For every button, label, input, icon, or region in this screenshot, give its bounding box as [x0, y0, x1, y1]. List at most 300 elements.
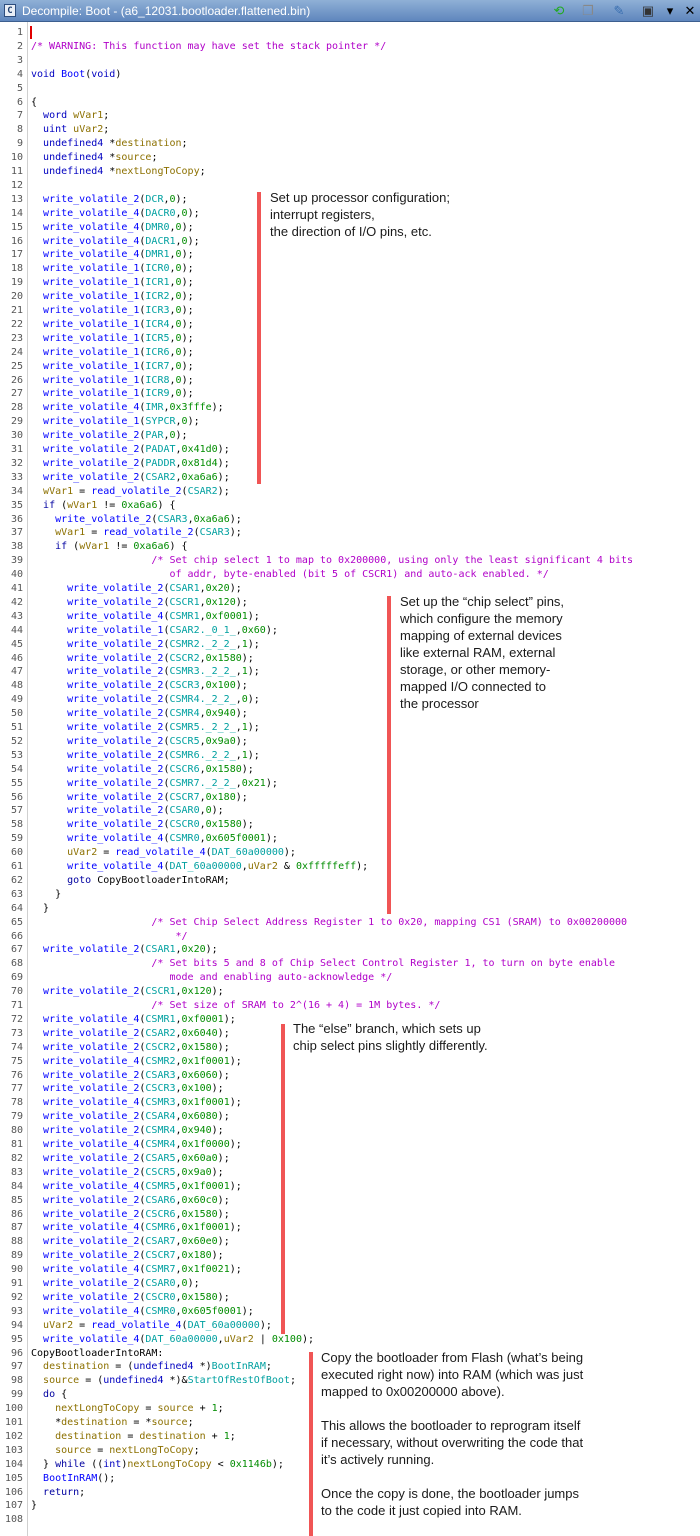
code-line[interactable]: [31, 860, 368, 874]
code-token: ,: [175, 986, 182, 998]
code-token: [31, 597, 67, 608]
code-line[interactable]: [31, 513, 242, 527]
code-line[interactable]: [31, 1096, 242, 1110]
code-token: do: [43, 1389, 56, 1401]
code-token: [31, 653, 67, 664]
code-token: ,: [235, 666, 242, 678]
code-line[interactable]: [31, 1013, 236, 1027]
code-token: CSCR7: [169, 791, 200, 803]
code-line[interactable]: [31, 1249, 224, 1263]
code-token: );: [187, 207, 200, 219]
code-token: {: [31, 96, 38, 108]
code-line[interactable]: [31, 596, 248, 610]
code-line[interactable]: [31, 777, 278, 791]
code-token: (: [139, 332, 146, 344]
code-line[interactable]: [31, 471, 230, 485]
line-number: 57: [10, 805, 23, 817]
line-number: 37: [10, 527, 23, 539]
code-token: DACR1: [145, 235, 176, 247]
code-line[interactable]: [31, 1499, 37, 1513]
code-token: undefined4: [103, 1375, 164, 1387]
code-line[interactable]: [31, 401, 224, 415]
code-token: <: [211, 1458, 230, 1470]
code-token: [31, 527, 55, 538]
line-number: 62: [10, 874, 23, 886]
code-line[interactable]: [31, 888, 61, 902]
code-line[interactable]: [31, 902, 49, 916]
code-token: 0x1f0021: [181, 1264, 230, 1276]
code-line[interactable]: [31, 610, 260, 624]
code-token: 0x1f0001: [181, 1222, 230, 1234]
code-line[interactable]: [31, 638, 260, 652]
code-token: (: [55, 499, 68, 511]
code-token: SYPCR: [145, 416, 176, 428]
code-token: (: [163, 666, 170, 678]
code-line[interactable]: [31, 332, 194, 346]
code-token: ICR6: [145, 346, 170, 358]
code-token: *: [103, 166, 116, 177]
code-token: *): [193, 1361, 212, 1373]
code-token: write_volatile_2: [67, 777, 164, 789]
code-line[interactable]: [31, 971, 392, 985]
code-token: write_volatile_4: [43, 1055, 140, 1067]
code-token: );: [217, 1208, 230, 1220]
code-token: [31, 833, 67, 844]
code-token: 1: [223, 1430, 230, 1442]
edit-function-icon[interactable]: ✎: [613, 3, 625, 18]
code-token: CSMR1: [145, 1013, 176, 1025]
code-line[interactable]: [31, 1333, 314, 1347]
line-number: 91: [10, 1278, 23, 1289]
code-token: );: [187, 416, 200, 428]
code-token: [31, 1320, 43, 1331]
code-token: ) {: [157, 499, 176, 511]
code-token: DMR0: [145, 221, 170, 233]
code-line[interactable]: [31, 832, 278, 846]
code-token: ;: [193, 1444, 200, 1456]
code-token: ,: [235, 638, 242, 650]
code-line[interactable]: [31, 248, 194, 262]
menu-dropdown-icon[interactable]: ▾: [666, 3, 674, 18]
code-line[interactable]: [31, 1138, 242, 1152]
code-line[interactable]: [31, 1152, 230, 1166]
code-token: [31, 792, 67, 803]
code-line[interactable]: [31, 1208, 230, 1222]
code-token: ,: [163, 402, 170, 414]
code-line[interactable]: [31, 763, 254, 777]
code-token: ,: [199, 735, 206, 747]
code-token: ,: [169, 360, 176, 372]
line-number: 61: [10, 861, 23, 872]
code-token: (: [163, 791, 170, 803]
line-number: 108: [4, 1514, 23, 1526]
code-token: ,: [175, 1083, 182, 1095]
code-token: (: [139, 1305, 146, 1317]
code-token: ,: [175, 1041, 182, 1053]
code-line[interactable]: [31, 457, 230, 471]
code-token: (: [181, 485, 188, 497]
code-line[interactable]: [31, 1124, 224, 1138]
code-token: ,: [175, 1027, 182, 1039]
code-token: 1: [241, 666, 248, 678]
code-token: ,: [175, 235, 182, 247]
code-token: 0: [175, 263, 182, 275]
line-number: 35: [10, 499, 23, 511]
code-token: ,: [175, 1236, 182, 1248]
code-line[interactable]: [31, 1235, 230, 1249]
code-token: return: [43, 1486, 80, 1498]
code-token: write_volatile_2: [67, 583, 164, 594]
code-token: write_volatile_2: [67, 638, 164, 650]
code-line[interactable]: [31, 96, 37, 110]
line-number: 15: [10, 221, 23, 233]
code-token: write_volatile_2: [43, 1291, 140, 1303]
code-token: (: [139, 1194, 146, 1206]
code-token: (: [139, 235, 146, 247]
code-line[interactable]: [31, 721, 260, 735]
code-line[interactable]: [31, 109, 109, 123]
code-token: (: [139, 416, 146, 428]
code-line[interactable]: [31, 818, 254, 832]
code-line[interactable]: [31, 1221, 242, 1235]
code-token: );: [229, 1055, 242, 1067]
code-line[interactable]: [31, 916, 627, 930]
code-line[interactable]: [31, 665, 260, 679]
code-token: DAT_60a00000: [211, 847, 284, 859]
code-token: write_volatile_2: [67, 596, 164, 608]
code-token: 0x20: [205, 583, 230, 594]
code-line[interactable]: [31, 1263, 242, 1277]
code-line[interactable]: [31, 1291, 230, 1305]
code-line[interactable]: [31, 582, 242, 596]
code-line[interactable]: [31, 1444, 200, 1458]
code-line[interactable]: [31, 985, 224, 999]
code-token: CSCR2: [169, 652, 200, 664]
code-line[interactable]: [31, 262, 194, 276]
line-number: 21: [10, 305, 23, 316]
code-line[interactable]: [31, 374, 194, 388]
code-line[interactable]: [31, 235, 200, 249]
code-token: (: [139, 207, 146, 219]
code-token: Boot: [61, 68, 86, 80]
code-token: [31, 375, 43, 386]
code-token: [31, 347, 43, 358]
code-line[interactable]: [31, 874, 230, 888]
code-token: 0x1f0000: [181, 1139, 230, 1150]
line-number: 88: [10, 1236, 23, 1248]
code-token: uVar2: [73, 124, 104, 136]
code-token: ;: [289, 1375, 296, 1387]
code-line[interactable]: [31, 791, 248, 805]
code-token: ICR2: [145, 291, 170, 303]
code-token: ,: [175, 1125, 182, 1137]
code-token: CSMR7._2_2_: [169, 777, 236, 789]
line-number: 30: [10, 430, 23, 442]
code-line[interactable]: [31, 151, 157, 165]
code-token: );: [217, 1027, 230, 1039]
code-token: destination: [115, 138, 182, 150]
code-token: ,: [175, 1278, 182, 1289]
code-token: [31, 138, 43, 149]
code-token: CSAR3: [157, 513, 188, 525]
code-token: nextLongToCopy: [115, 166, 200, 177]
code-token: ,: [235, 694, 242, 706]
line-number: 94: [10, 1319, 23, 1331]
code-line[interactable]: [31, 930, 188, 944]
code-line[interactable]: [31, 1472, 115, 1486]
line-number: 5: [16, 82, 23, 94]
code-line[interactable]: [31, 1055, 242, 1069]
code-token: 0: [175, 291, 182, 303]
code-line[interactable]: [31, 707, 248, 721]
code-line[interactable]: [31, 1027, 230, 1041]
code-token: [31, 305, 43, 316]
code-token: );: [229, 1264, 242, 1276]
code-token: 0: [181, 1278, 188, 1289]
code-line[interactable]: [31, 526, 242, 540]
code-line[interactable]: [31, 1110, 230, 1124]
code-token: (: [139, 318, 146, 330]
code-token: 0: [175, 346, 182, 358]
code-token: =: [97, 847, 116, 859]
code-token: 0x21: [241, 777, 266, 789]
code-token: [31, 458, 43, 469]
code-token: wVar1: [55, 527, 86, 539]
refresh-icon[interactable]: ⟲: [553, 3, 565, 18]
code-token: }: [31, 1458, 56, 1470]
code-token: ,: [175, 457, 182, 469]
code-line[interactable]: [31, 207, 200, 221]
code-line[interactable]: [31, 554, 633, 568]
code-line[interactable]: [31, 735, 248, 749]
code-line[interactable]: [31, 1069, 230, 1083]
code-token: source: [115, 152, 152, 164]
code-token: (: [139, 1125, 146, 1137]
code-line[interactable]: [31, 1360, 272, 1374]
code-token: [31, 1070, 43, 1081]
code-token: write_volatile_2: [43, 457, 140, 469]
code-line[interactable]: [31, 568, 549, 582]
code-line[interactable]: [31, 957, 615, 971]
code-token: ,: [169, 249, 176, 261]
code-token: CSAR0: [169, 805, 200, 817]
code-line[interactable]: [31, 1166, 224, 1180]
code-token: write_volatile_4: [43, 249, 140, 261]
code-token: [31, 1209, 43, 1220]
code-token: [31, 1195, 43, 1206]
close-icon[interactable]: ✕: [684, 3, 696, 18]
code-token: ,: [199, 652, 206, 664]
code-token: (: [163, 819, 170, 831]
code-token: void: [31, 68, 56, 80]
code-token: );: [211, 1166, 224, 1178]
code-line[interactable]: [31, 999, 440, 1013]
code-token: ,: [169, 277, 176, 289]
code-line[interactable]: [31, 652, 254, 666]
code-line[interactable]: [31, 429, 188, 443]
code-line[interactable]: [31, 443, 230, 457]
code-token: write_volatile_2: [67, 652, 164, 664]
copy-icon[interactable]: ❐: [582, 3, 594, 18]
code-line[interactable]: [31, 1082, 224, 1096]
code-line[interactable]: [31, 1430, 236, 1444]
code-token: write_volatile_2: [67, 666, 164, 678]
code-token: [31, 1028, 43, 1039]
code-line[interactable]: [31, 1305, 254, 1319]
code-line[interactable]: [31, 387, 194, 401]
code-token: = (: [109, 1361, 134, 1373]
line-number: 3: [16, 54, 23, 66]
code-line[interactable]: [31, 276, 194, 290]
code-line[interactable]: [31, 846, 296, 860]
code-line[interactable]: [31, 1402, 224, 1416]
code-line[interactable]: [31, 137, 188, 151]
code-line[interactable]: [31, 123, 109, 137]
code-token: ;: [79, 1486, 86, 1498]
code-token: =: [121, 1430, 140, 1442]
code-line[interactable]: [31, 1180, 242, 1194]
line-number: 40: [10, 569, 23, 581]
code-token: undefined4: [43, 152, 104, 164]
code-line[interactable]: [31, 1347, 163, 1361]
code-token: =: [139, 1403, 158, 1415]
code-line[interactable]: [31, 40, 386, 54]
code-line[interactable]: [31, 1416, 194, 1430]
code-line[interactable]: [31, 540, 188, 554]
code-line[interactable]: [31, 499, 176, 513]
code-line[interactable]: [31, 1388, 67, 1402]
code-token: if: [55, 541, 68, 553]
code-token: CSMR6._2_2_: [169, 749, 236, 761]
code-token: [31, 152, 43, 163]
code-line[interactable]: [31, 1374, 296, 1388]
code-token: [31, 1236, 43, 1247]
code-token: (: [139, 1083, 146, 1095]
code-line[interactable]: [31, 1319, 272, 1333]
code-token: if: [43, 499, 56, 511]
code-token: = (: [79, 1375, 104, 1387]
code-token: write_volatile_2: [43, 1125, 140, 1137]
code-token: 0x605f0001: [181, 1305, 242, 1317]
code-token: int: [103, 1458, 122, 1470]
code-line[interactable]: [31, 624, 278, 638]
code-token: =: [73, 485, 92, 497]
line-number: 51: [10, 722, 23, 733]
code-line[interactable]: [31, 693, 260, 707]
code-token: 0x9a0: [181, 1166, 212, 1178]
code-token: 0: [181, 235, 188, 247]
code-token: );: [181, 318, 194, 330]
line-number: 58: [10, 819, 23, 831]
code-token: write_volatile_1: [43, 291, 140, 303]
code-token: );: [229, 1139, 242, 1150]
code-line[interactable]: [31, 1486, 85, 1500]
code-token: read_volatile_2: [103, 527, 194, 539]
code-token: ;: [103, 124, 110, 136]
code-token: }: [31, 1500, 38, 1512]
code-line[interactable]: [31, 485, 230, 499]
code-line[interactable]: [31, 1041, 230, 1055]
code-line[interactable]: [31, 165, 206, 179]
code-line[interactable]: [31, 318, 194, 332]
code-token: [31, 1111, 43, 1122]
code-line[interactable]: [31, 943, 218, 957]
code-line[interactable]: [31, 304, 194, 318]
code-line[interactable]: [31, 749, 260, 763]
snapshot-icon[interactable]: ▣: [641, 3, 655, 18]
line-number: 102: [4, 1430, 23, 1442]
code-token: CSMR2._2_2_: [169, 638, 236, 650]
line-number: 50: [10, 708, 23, 720]
line-number: 22: [10, 318, 23, 330]
code-token: 0: [181, 207, 188, 219]
code-line[interactable]: [31, 804, 224, 818]
code-token: (: [139, 1236, 146, 1248]
code-token: [31, 1222, 43, 1233]
code-token: /* Set size of SRAM to 2^(16 + 4) = 1M bytes. */: [31, 1000, 441, 1011]
code-line[interactable]: [31, 1194, 230, 1208]
code-line[interactable]: [31, 679, 248, 693]
code-token: of addr, byte-enabled (bit 5 of CSCR1) and auto-ack enabled. */: [31, 569, 549, 581]
code-token: );: [229, 1222, 242, 1234]
code-line[interactable]: [31, 1277, 200, 1291]
code-token: );: [181, 346, 194, 358]
code-line[interactable]: [31, 1458, 284, 1472]
code-token: (: [139, 193, 146, 205]
code-token: [31, 291, 43, 302]
code-token: ,: [235, 722, 242, 733]
code-token: (: [163, 749, 170, 761]
line-number: 98: [10, 1375, 23, 1387]
code-token: ,: [175, 207, 182, 219]
line-number: 70: [10, 986, 23, 998]
code-token: }: [31, 888, 62, 900]
code-token: ,: [175, 1069, 182, 1081]
code-line[interactable]: [31, 193, 188, 207]
code-token: DCR: [145, 193, 164, 205]
code-line[interactable]: [31, 346, 194, 360]
code-token: CSMR0: [145, 1305, 176, 1317]
code-line[interactable]: [31, 68, 121, 82]
code-token: );: [229, 583, 242, 594]
code-token: (: [163, 735, 170, 747]
code-token: write_volatile_2: [67, 735, 164, 747]
code-token: IMR: [145, 402, 164, 414]
code-line[interactable]: [31, 415, 200, 429]
code-token: ,: [235, 749, 242, 761]
line-number: 71: [10, 1000, 23, 1011]
code-token: void: [91, 68, 116, 80]
code-line[interactable]: [31, 290, 194, 304]
line-number: 44: [10, 624, 23, 636]
code-token: );: [241, 763, 254, 775]
code-line[interactable]: [31, 360, 194, 374]
code-token: [31, 1334, 43, 1345]
note-else-branch: The “else” branch, which sets up chip select pins slightly differently.: [293, 1021, 488, 1053]
code-token: ICR3: [145, 305, 170, 316]
code-token: CSCR3: [169, 680, 200, 692]
code-token: (: [139, 1250, 146, 1262]
code-token: CSMR6: [145, 1222, 176, 1234]
code-token: ,: [235, 777, 242, 789]
code-token: CSMR7: [145, 1264, 176, 1276]
decompiler-code-view[interactable]: [0, 22, 700, 1536]
code-token: 0: [175, 318, 182, 330]
code-token: [31, 514, 55, 525]
code-line[interactable]: [31, 221, 194, 235]
code-token: ,: [199, 583, 206, 594]
code-token: destination: [139, 1430, 206, 1442]
